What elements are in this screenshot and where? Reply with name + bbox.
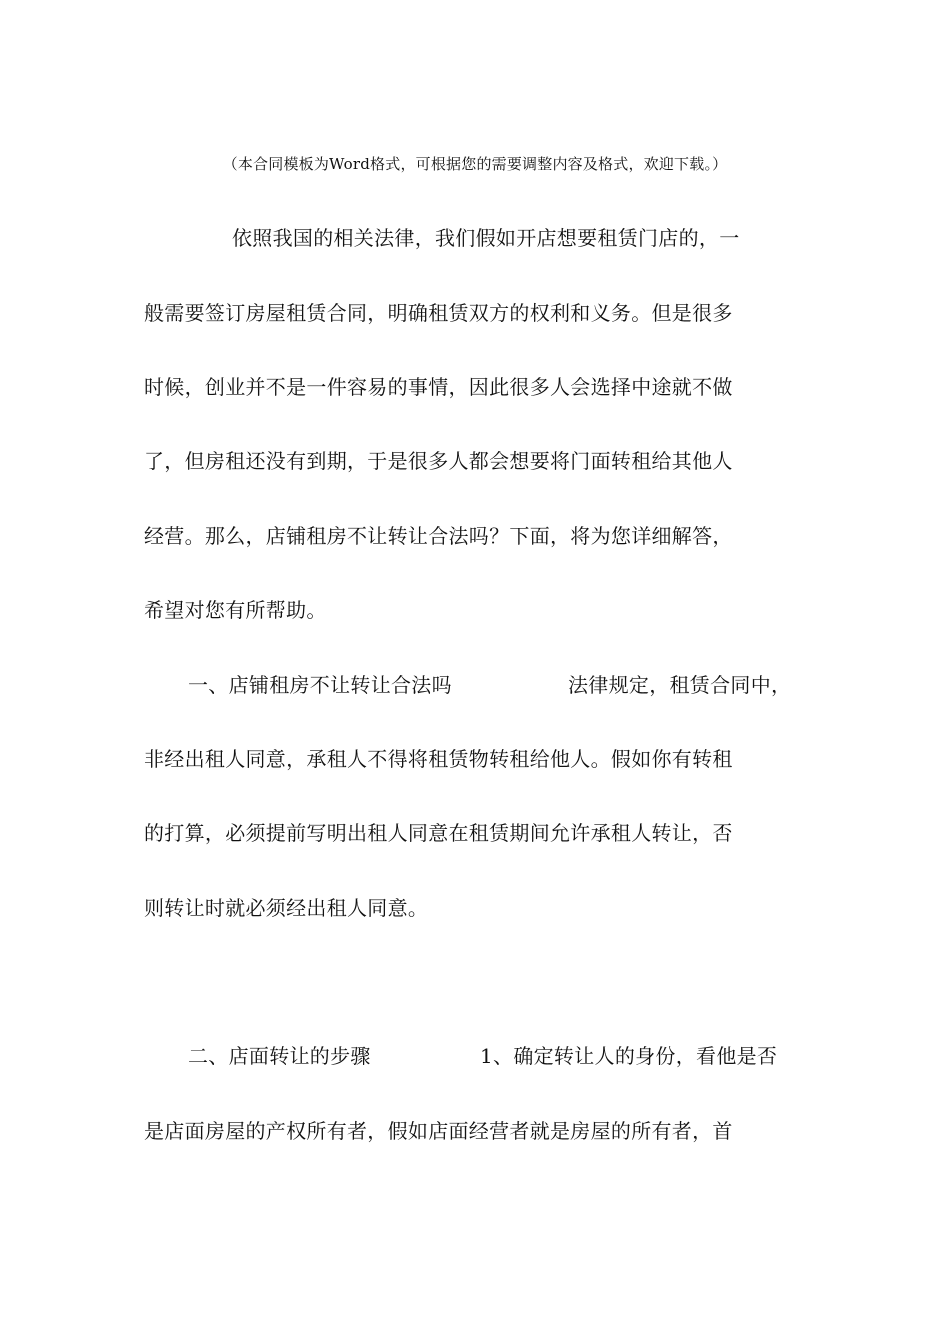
intro-line-3: 时候，创业并不是一件容易的事情，因此很多人会选择中途就不做 <box>144 375 733 399</box>
intro-line-2: 般需要签订房屋租赁合同，明确租赁双方的权利和义务。但是很多 <box>144 301 733 325</box>
section1-first-line: 法律规定，租赁合同中， <box>568 673 792 697</box>
section1-line-3: 的打算，必须提前写明出租人同意在租赁期间允许承租人转让，否 <box>144 821 733 845</box>
section2-heading: 二、店面转让的步骤 <box>188 1044 371 1068</box>
section1-heading: 一、店铺租房不让转让合法吗 <box>188 673 452 697</box>
section2-first-line: 1、确定转让人的身份，看他是否 <box>480 1044 778 1068</box>
intro-line-1: 依照我国的相关法律，我们假如开店想要租赁门店的，一 <box>232 226 740 250</box>
intro-line-6: 希望对您有所帮助。 <box>144 598 327 622</box>
intro-line-5: 经营。那么，店铺租房不让转让合法吗？下面，将为您详细解答， <box>144 524 733 548</box>
template-note: （本合同模板为Word格式，可根据您的需要调整内容及格式，欢迎下载。） <box>222 155 728 173</box>
intro-line-4: 了，但房租还没有到期，于是很多人都会想要将门面转租给其他人 <box>144 449 733 473</box>
section2-line-2: 是店面房屋的产权所有者，假如店面经营者就是房屋的所有者，首 <box>144 1119 733 1143</box>
section1-line-2: 非经出租人同意，承租人不得将租赁物转租给他人。假如你有转租 <box>144 747 733 771</box>
section1-line-4: 则转让时就必须经出租人同意。 <box>144 896 429 920</box>
